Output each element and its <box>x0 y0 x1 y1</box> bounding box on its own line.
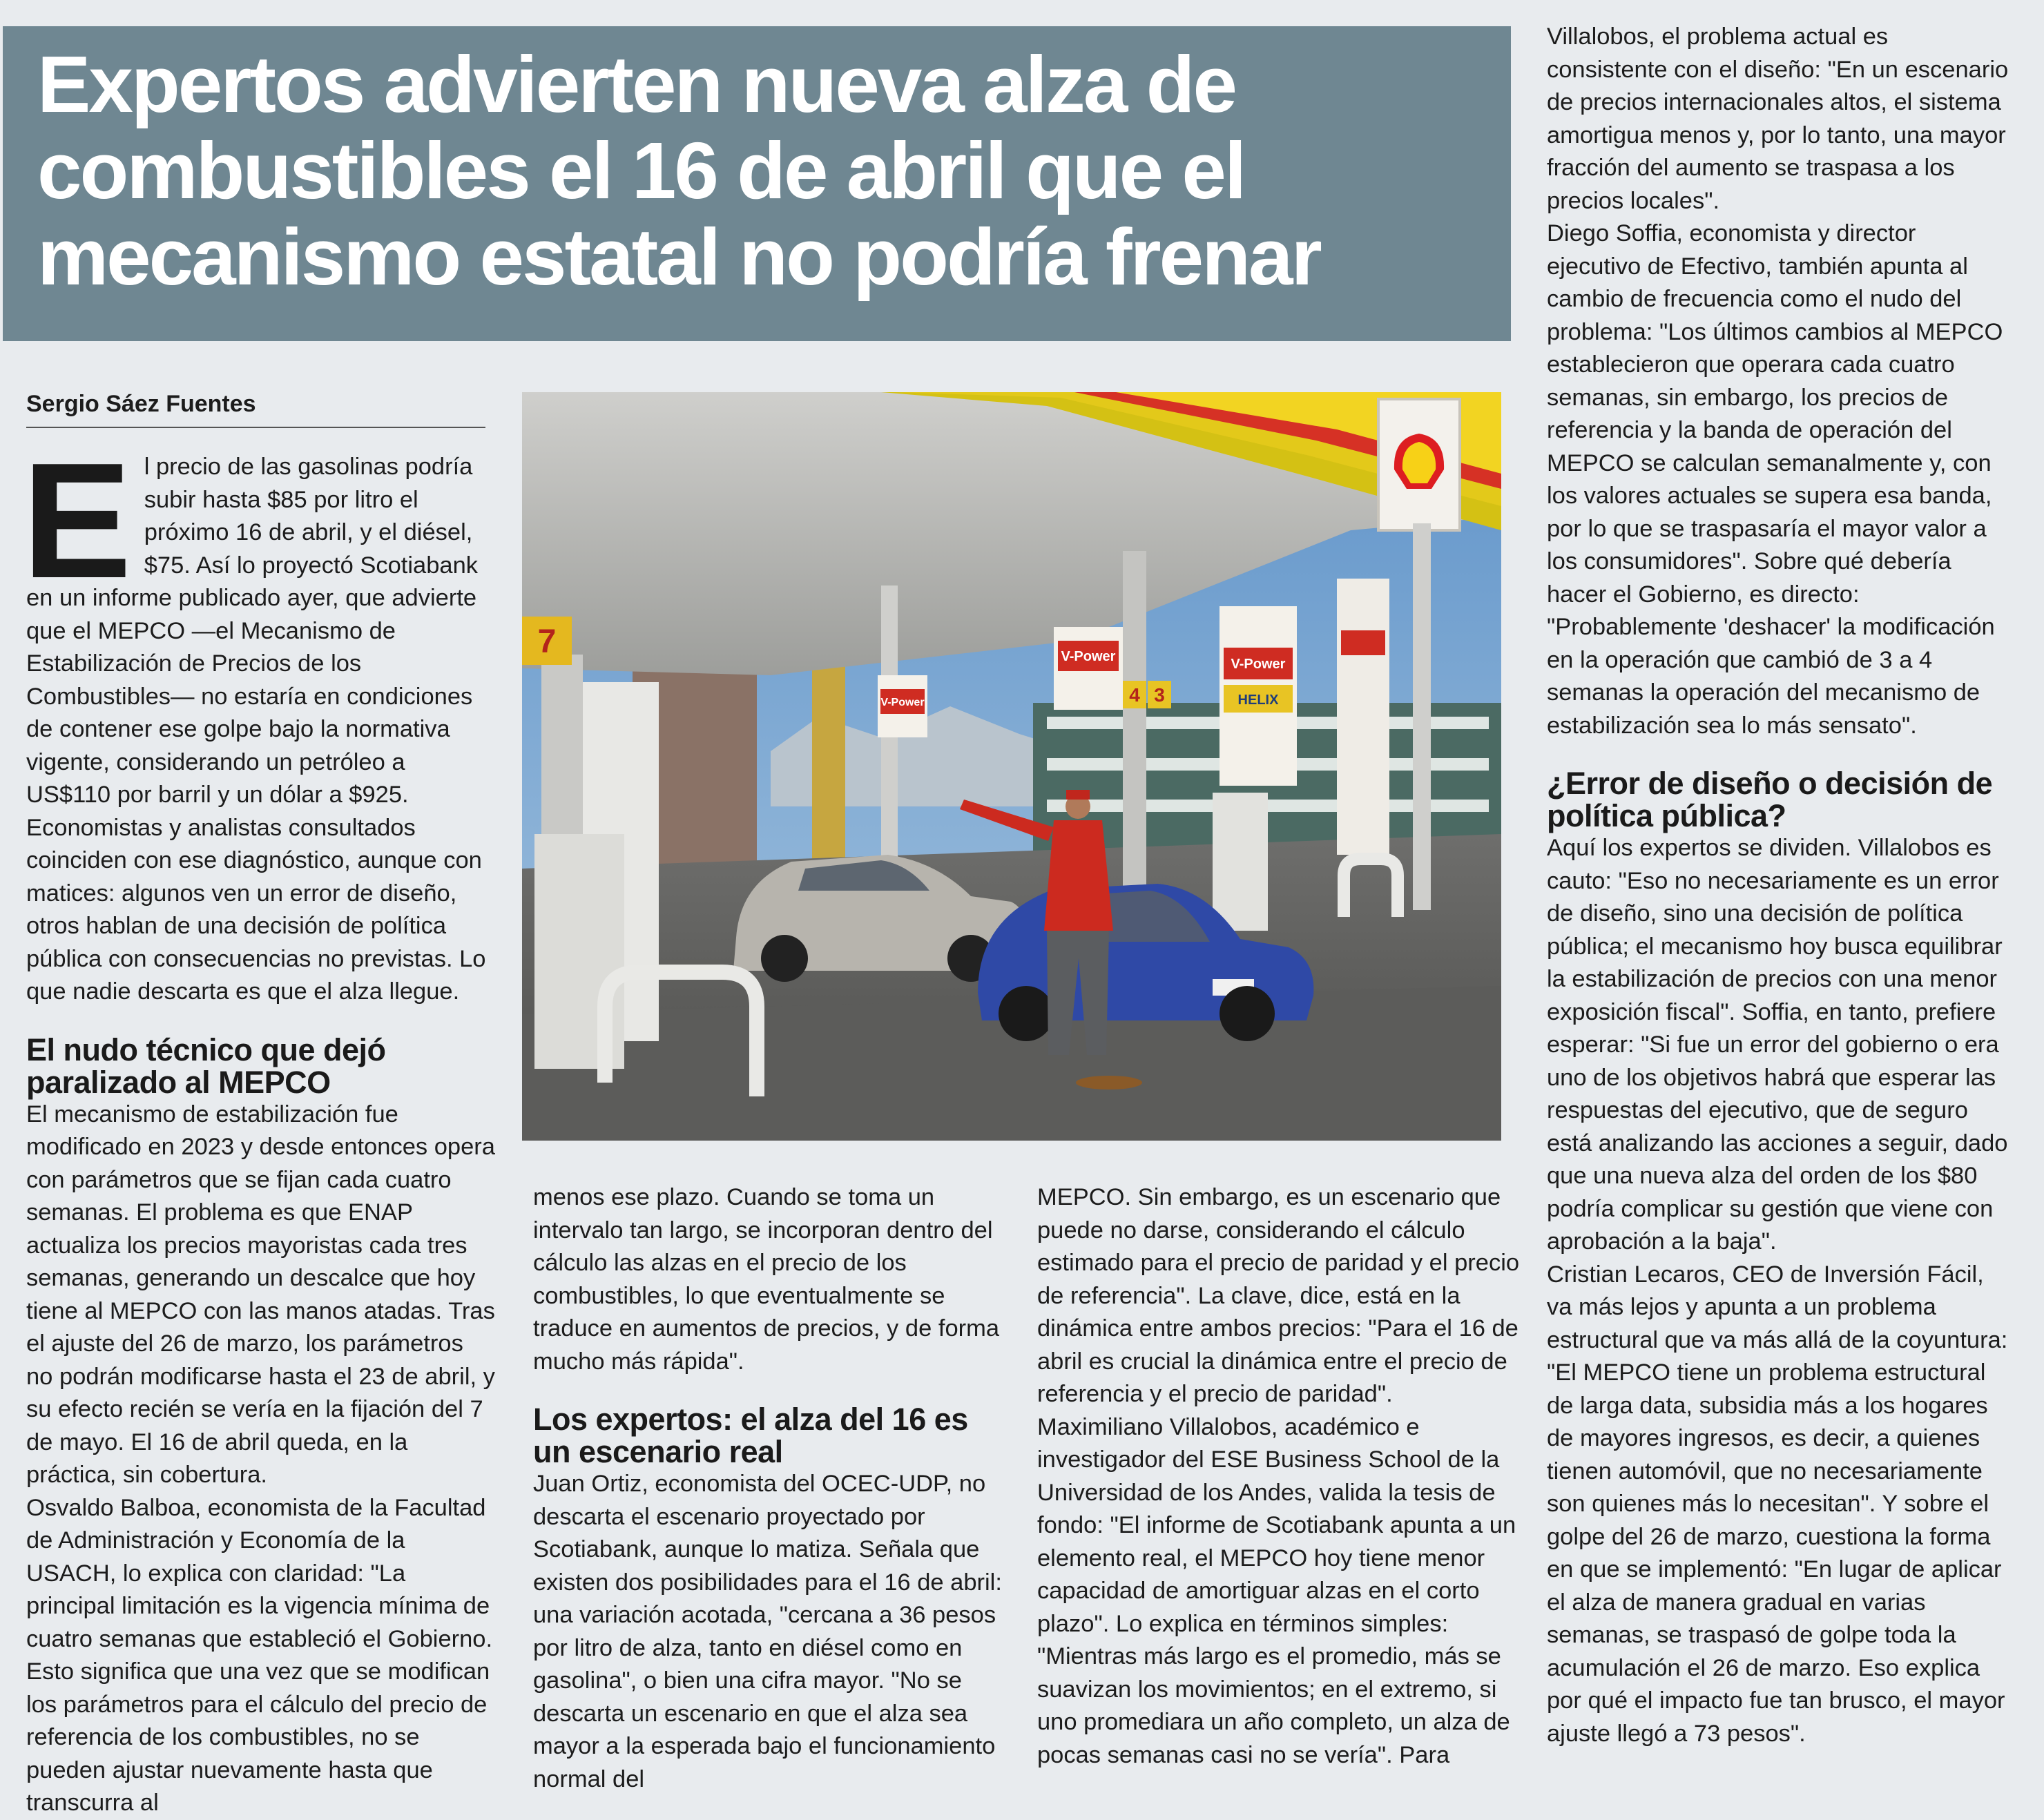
intro-text: l precio de las gasolinas podría subir hasta $85 por litro el próximo 16 de abril, y el diésel, $75. Así lo proyectó Scotiabank en un informe publicado ayer, que advierte que el MEPCO —el Mecanismo de Estabilización de Precios de los Combustibles— no estaría en condiciones de contener ese golpe bajo la normativa vigente, considerando un petróleo a US$110 por barril y un dólar a $925. <box>26 454 479 808</box>
paragraph: Osvaldo Balboa, economista de la Facultad de Administración y Economía de la USACH, lo explica con claridad: "La principal limitación es la vigencia mínima de cuatro semanas que estableció el Gobierno. Esto significa que una vez que se modifican los parámetros para el cálculo del precio de referencia de los combustibles, no se pueden ajustar nuevamente hasta que transcurra al <box>26 1494 493 1816</box>
pump-number-three: 3 <box>1154 684 1165 706</box>
paragraph: Economistas y analistas consultados coinciden con ese diagnóstico, aunque con matices: algunos ven un error de diseño, otros hablan de una decisión de política pública con consecuencias no previstas. Lo que nadie descarta es que el alza llegue. <box>26 814 486 1005</box>
subheading-error-diseno: ¿Error de diseño o decisión de política pública? <box>1547 766 1993 833</box>
paragraph: menos ese plazo. Cuando se toma un intervalo tan largo, se incorporan dentro del cálculo las alzas en el precio de los combustibles, lo que eventualmente se traduce en aumentos de precios, y de forma mucho más rápida". <box>533 1184 1000 1375</box>
v-power-sign-left: V-Power <box>880 697 925 708</box>
paragraph: MEPCO. Sin embargo, es un escenario que puede no darse, considerando el cálculo estimado para el precio de paridad y el precio de referencia". La clave, dice, está en la dinámica entre ambos precios: "Para el 16 de abril es crucial la dinámica entre el precio de referencia y el precio de paridad". <box>1037 1184 1520 1407</box>
pump-number-seven: 7 <box>537 623 557 660</box>
paragraph: El mecanismo de estabilización fue modificado en 2023 y desde entonces opera con parámetros que se fijan cada cuatro semanas. El problema es que ENAP actualiza los precios mayoristas cada tres semanas, generando un descalce que hoy tiene al MEPCO con las manos atadas. Tras el ajuste del 26 de marzo, los parámetros no podrán modificarse hasta el 23 de abril, y su efecto recién se vería en la fijación del 7 de mayo. El 16 de abril queda, en la práctica, sin cobertura. <box>26 1101 495 1488</box>
article-headline: Expertos advierten nueva alza de combustibles el 16 de abril que el mecanismo estatal no podría frenar <box>37 39 1320 302</box>
column-2 <box>533 1181 1013 1796</box>
helix-sign: HELIX <box>1237 693 1279 708</box>
paragraph: Diego Soffia, economista y director ejecutivo de Efectivo, también apunta al cambio de frecuencia como el nudo del problema: "Los últimos cambios al MEPCO establecieron que operara cada cuatro semanas, sin embargo, los precios de referencia y la banda de operación del MEPCO se calculan semanalmente y, con los valores actuales se supera esa banda, por lo que se traspasaría el mayor valor a los consumidores". Sobre qué debería hacer el Gobierno, es directo: "Probablemente 'deshacer' la modificación en la operación que cambió de 3 a 4 semanas la operación del mecanismo de estabilización sea lo más sensato". <box>1547 220 2003 739</box>
paragraph: Aquí los expertos se dividen. Villalobos es cauto: "Eso no necesariamente es un error de diseño, sino una decisión de política pública; el mecanismo hoy busca equilibrar la estabilización de precios con una menor exposición fiscal". Soffia, en tanto, prefiere esperar: "Si fue un error del gobierno o era uno de los objetivos habrá que esperar las respuestas del ejecutivo, que de seguro está analizando las acciones a seguir, dado que una nueva alza del orden de los $80 podría complicar su gestión que viene con aprobación a la baja". <box>1547 835 2008 1255</box>
byline: Sergio Sáez Fuentes <box>26 387 485 428</box>
drop-cap: E <box>22 429 132 612</box>
gas-station-photo <box>522 392 1501 1141</box>
intro-paragraph <box>22 429 496 812</box>
paragraph: Villalobos, el problema actual es consistente con el diseño: "En un escenario de precios internacionales altos, el sistema amortigua menos y, por lo tanto, una mayor fracción del aumento se traspasa a los precios locales". <box>1547 23 2009 214</box>
headline-banner <box>3 26 1511 341</box>
paragraph: Cristian Lecaros, CEO de Inversión Fácil, va más lejos y apunta a un problema estructural que va más allá de la coyuntura: "El MEPCO tiene un problema estructural de larga data, subsidia más a los hogares de mayores ingresos, es decir, a quienes tienen automóvil, que no necesariamente son quienes más lo necesitan". Y sobre el golpe del 26 de marzo, cuestiona la forma en que se implementó: "En lugar de aplicar el alza de manera gradual en varias semanas, se traspasó de golpe toda la acumulación el 26 de marzo. Eso explica por qué el impacto fue tan brusco, el mayor ajuste llegó a 73 pesos". <box>1547 1261 2008 1747</box>
column-4 <box>1547 21 2009 1750</box>
v-power-sign-center: V-Power <box>1061 649 1116 664</box>
column-3 <box>1037 1181 1521 1772</box>
pump-number-four: 4 <box>1129 684 1140 706</box>
subheading-expertos: Los expertos: el alza del 16 es un escenario real <box>533 1402 968 1469</box>
v-power-sign-right: V-Power <box>1231 657 1286 672</box>
subheading-nudo-tecnico: El nudo técnico que dejó paralizado al MEPCO <box>26 1032 386 1100</box>
paragraph: Maximiliano Villalobos, académico e investigador del ESE Business School de la Universidad de los Andes, valida la tesis de fondo: "El informe de Scotiabank apunta a un elemento real, el MEPCO hoy tiene menor capacidad de amortiguar alzas en el corto plazo". Lo explica en términos simples: "Mientras más largo es el promedio, más se suavizan los movimientos; en el extremo, si uno promediara un año completo, un alza de pocas semanas casi no se vería". Para <box>1037 1413 1516 1768</box>
column-1 <box>22 429 496 1820</box>
paragraph: Juan Ortiz, economista del OCEC-UDP, no descarta el escenario proyectado por Scotiabank, aunque lo matiza. Señala que existen dos posibilidades para el 16 de abril: una variación acotada, "cercana a 36 pesos por litro de alza, tanto en diésel como en gasolina", o bien una cifra mayor. "No se descarta un escenario en que el alza sea mayor a la esperada bajo el funcionamiento normal del <box>533 1471 1002 1792</box>
